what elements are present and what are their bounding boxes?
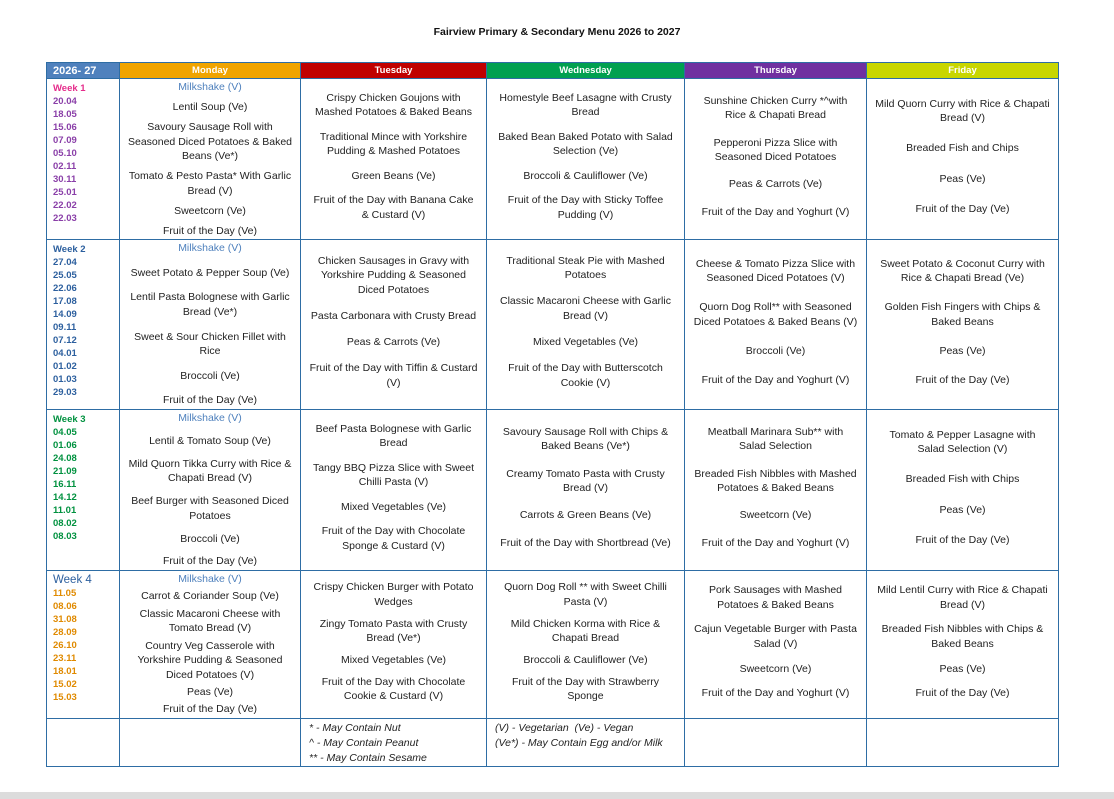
menu-item: Broccoli & Cauliflower (Ve) — [523, 653, 648, 666]
header-monday: Monday — [120, 63, 301, 79]
menu-item: Savoury Sausage Roll with Seasoned Diced Potatoes & Baked Beans (Ve*) — [127, 121, 293, 162]
menu-item: Fruit of the Day (Ve) — [163, 703, 257, 716]
milkshake-item: Milkshake (V) — [178, 573, 242, 585]
week-start-date: 27.04 — [53, 257, 77, 268]
menu-item: Fruit of the Day and Yoghurt (V) — [701, 373, 850, 386]
menu-item: Fruit of the Day (Ve) — [915, 533, 1010, 546]
menu-item: Crispy Chicken Goujons with Mashed Potatoes & Baked Beans — [314, 91, 473, 119]
menu-table — [46, 62, 1059, 767]
menu-cell-tuesday — [301, 79, 487, 240]
menu-item: Beef Burger with Seasoned Diced Potatoes — [131, 495, 289, 522]
diet-note: (Ve*) - May Contain Egg and/or Milk — [495, 737, 663, 749]
footnote-empty-cell — [120, 719, 301, 767]
menu-item: Peas & Carrots (Ve) — [346, 336, 441, 349]
footnote-row — [47, 719, 1059, 767]
week-start-date: 18.01 — [53, 666, 77, 677]
menu-item: Fruit of the Day (Ve) — [163, 224, 257, 237]
week-start-date: 08.06 — [53, 601, 77, 612]
week-start-date: 07.09 — [53, 135, 77, 146]
week-start-date: 04.01 — [53, 348, 77, 359]
week-label: Week 3 — [53, 414, 86, 425]
menu-item: Fruit of the Day with Tiffin & Custard (V) — [309, 362, 478, 389]
milkshake-item: Milkshake (V) — [178, 81, 242, 93]
menu-item: Creamy Tomato Pasta with Crusty Bread (V) — [506, 467, 665, 495]
menu-item: Fruit of the Day with Butterscotch Cookie (V) — [508, 362, 663, 389]
week-start-date: 22.02 — [53, 200, 77, 211]
week-label: Week 4 — [53, 574, 92, 586]
allergen-note: * - May Contain Nut — [309, 722, 401, 734]
menu-item: Mixed Vegetables (Ve) — [340, 653, 447, 666]
week-start-date: 01.02 — [53, 361, 77, 372]
menu-item: Sweetcorn (Ve) — [739, 662, 812, 675]
menu-item: Peas (Ve) — [939, 503, 986, 516]
week-start-date: 21.09 — [53, 466, 77, 477]
week-start-date: 02.11 — [53, 161, 77, 172]
menu-item: Sweet & Sour Chicken Fillet with Rice — [134, 330, 286, 358]
week-start-date: 15.02 — [53, 679, 77, 690]
menu-item: Cheese & Tomato Pizza Slice with Seasoned Diced Potatoes (V) — [695, 257, 856, 285]
week-start-date: 07.12 — [53, 335, 77, 346]
week-start-date: 08.02 — [53, 518, 77, 529]
menu-cell-monday — [120, 571, 301, 719]
menu-cell-monday — [120, 410, 301, 571]
week-start-date: 08.03 — [53, 531, 77, 542]
footnote-empty-cell — [867, 719, 1059, 767]
menu-item: Fruit of the Day (Ve) — [915, 687, 1010, 700]
menu-item: Peas (Ve) — [939, 172, 986, 185]
header-friday: Friday — [867, 63, 1059, 79]
menu-item: Broccoli & Cauliflower (Ve) — [523, 169, 648, 182]
page-title: Fairview Primary & Secondary Menu 2026 to 2027 — [433, 26, 681, 38]
week-start-date: 15.03 — [53, 692, 77, 703]
menu-cell-wednesday — [487, 240, 685, 410]
week-row — [47, 240, 1059, 410]
menu-item: Traditional Mince with Yorkshire Pudding & Mashed Potatoes — [319, 130, 468, 158]
menu-item: Fruit of the Day and Yoghurt (V) — [701, 205, 850, 218]
menu-item: Fruit of the Day (Ve) — [915, 202, 1010, 215]
menu-item: Broccoli (Ve) — [180, 369, 240, 382]
menu-item: Sweetcorn (Ve) — [739, 509, 812, 522]
header-row — [47, 63, 1059, 79]
header-thursday: Thursday — [685, 63, 867, 79]
menu-item: Traditional Steak Pie with Mashed Potatoes — [506, 254, 665, 282]
week-label: Week 1 — [53, 83, 86, 94]
year-header: 2026- 27 — [47, 63, 120, 79]
menu-item: Tomato & Pesto Pasta* With Garlic Bread (V) — [128, 170, 292, 197]
menu-cell-tuesday — [301, 410, 487, 571]
week-start-date: 11.05 — [53, 588, 77, 599]
menu-item: Broccoli (Ve) — [180, 532, 240, 545]
menu-item: Classic Macaroni Cheese with Garlic Bread (V) — [500, 295, 671, 322]
menu-item: Fruit of the Day and Yoghurt (V) — [701, 536, 850, 549]
week-start-date: 01.03 — [53, 374, 77, 385]
week-start-date: 16.11 — [53, 479, 77, 490]
menu-item: Baked Bean Baked Potato with Salad Selection (Ve) — [498, 130, 673, 158]
menu-cell-wednesday — [487, 410, 685, 571]
menu-item: Breaded Fish Nibbles with Mashed Potatoes & Baked Beans — [694, 467, 857, 495]
menu-item: Pepperoni Pizza Slice with Seasoned Diced Potatoes — [713, 136, 838, 164]
menu-item: Golden Fish Fingers with Chips & Baked Beans — [884, 301, 1041, 328]
week-start-date: 11.01 — [53, 505, 77, 516]
menu-item: Tomato & Pepper Lasagne with Salad Selection (V) — [889, 428, 1036, 456]
week-start-date: 01.06 — [53, 440, 77, 451]
week-start-date: 30.11 — [53, 174, 77, 185]
menu-cell-thursday — [685, 410, 867, 571]
menu-item: Fruit of the Day with Shortbread (Ve) — [500, 536, 671, 549]
menu-item: Crispy Chicken Burger with Potato Wedges — [313, 581, 474, 608]
week-start-date: 29.03 — [53, 387, 77, 398]
week-start-date: 25.01 — [53, 187, 77, 198]
menu-cell-friday — [867, 571, 1059, 719]
menu-item: Fruit of the Day with Chocolate Cookie & Custard (V) — [321, 675, 466, 703]
week-start-date: 14.09 — [53, 309, 77, 320]
menu-item: Fruit of the Day with Sticky Toffee Pudding (V) — [507, 194, 664, 221]
week-label-cell — [47, 571, 120, 719]
menu-item: Classic Macaroni Cheese with Tomato Bread (V) — [139, 607, 281, 635]
menu-item: Mild Chicken Korma with Rice & Chapati Bread — [510, 617, 661, 645]
milkshake-item: Milkshake (V) — [178, 412, 242, 424]
menu-item: Beef Pasta Bolognese with Garlic Bread — [315, 422, 472, 450]
menu-item: Chicken Sausages in Gravy with Yorkshire Pudding & Seasoned Diced Potatoes — [317, 254, 470, 296]
menu-item: Fruit of the Day and Yoghurt (V) — [701, 687, 850, 700]
menu-item: Peas (Ve) — [939, 662, 986, 675]
menu-item: Breaded Fish and Chips — [906, 142, 1019, 155]
week-row — [47, 79, 1059, 240]
menu-item: Mild Quorn Curry with Rice & Chapati Bread (V) — [875, 97, 1050, 125]
menu-item: Zingy Tomato Pasta with Crusty Bread (Ve*) — [319, 617, 468, 645]
menu-item: Carrots & Green Beans (Ve) — [519, 509, 652, 522]
week-label-cell — [47, 79, 120, 240]
menu-cell-friday — [867, 79, 1059, 240]
week-start-date: 05.10 — [53, 148, 77, 159]
menu-item: Pork Sausages with Mashed Potatoes & Baked Beans — [708, 584, 843, 611]
menu-item: Lentil Soup (Ve) — [172, 101, 248, 113]
week-row — [47, 410, 1059, 571]
menu-item: Mild Quorn Tikka Curry with Rice & Chapati Bread (V) — [128, 457, 292, 485]
menu-item: Pasta Carbonara with Crusty Bread — [310, 309, 477, 322]
menu-item: Sweetcorn (Ve) — [174, 204, 246, 217]
week-start-date: 09.11 — [53, 322, 77, 333]
menu-item: Fruit of the Day with Chocolate Sponge & Custard (V) — [321, 525, 466, 552]
week-label-cell — [47, 410, 120, 571]
menu-cell-tuesday — [301, 571, 487, 719]
menu-item: Fruit of the Day (Ve) — [163, 394, 257, 407]
footnote-empty-cell — [685, 719, 867, 767]
menu-cell-thursday — [685, 79, 867, 240]
week-start-date: 14.12 — [53, 492, 77, 503]
menu-item: Peas & Carrots (Ve) — [728, 178, 823, 191]
menu-item: Quorn Dog Roll** with Seasoned Diced Potatoes & Baked Beans (V) — [693, 301, 858, 328]
week-label: Week 2 — [53, 244, 86, 255]
week-start-date: 04.05 — [53, 427, 77, 438]
menu-item: Peas (Ve) — [186, 686, 234, 699]
menu-item: Homestyle Beef Lasagne with Crusty Bread — [499, 91, 672, 119]
allergen-notes — [301, 719, 487, 767]
week-start-date: 23.11 — [53, 653, 77, 664]
menu-item: Carrot & Coriander Soup (Ve) — [141, 590, 279, 603]
menu-cell-thursday — [685, 571, 867, 719]
week-start-date: 22.03 — [53, 213, 77, 224]
menu-item: Lentil & Tomato Soup (Ve) — [149, 434, 271, 447]
menu-cell-friday — [867, 240, 1059, 410]
week-start-date: 28.09 — [53, 627, 77, 638]
menu-item: Tangy BBQ Pizza Slice with Sweet Chilli Pasta (V) — [312, 461, 475, 489]
milkshake-item: Milkshake (V) — [178, 242, 242, 254]
menu-item: Breaded Fish Nibbles with Chips & Baked Beans — [881, 623, 1044, 650]
allergen-note: ** - May Contain Sesame — [309, 752, 427, 764]
menu-item: Mixed Vegetables (Ve) — [532, 336, 639, 349]
menu-cell-monday — [120, 240, 301, 410]
week-start-date: 31.08 — [53, 614, 77, 625]
menu-item: Mixed Vegetables (Ve) — [340, 500, 447, 513]
bottom-scrollbar[interactable] — [0, 792, 1114, 799]
allergen-note: ^ - May Contain Peanut — [309, 737, 419, 749]
header-tuesday: Tuesday — [301, 63, 487, 79]
diet-notes — [487, 719, 685, 767]
menu-item: Quorn Dog Roll ** with Sweet Chilli Pasta (V) — [504, 581, 667, 608]
menu-item: Broccoli (Ve) — [745, 344, 806, 357]
menu-cell-thursday — [685, 240, 867, 410]
week-start-date: 26.10 — [53, 640, 77, 651]
menu-item: Breaded Fish with Chips — [905, 473, 1020, 486]
week-start-date: 24.08 — [53, 453, 77, 464]
menu-item: Fruit of the Day with Strawberry Sponge — [511, 675, 660, 703]
menu-item: Fruit of the Day (Ve) — [163, 555, 257, 568]
week-start-date: 25.05 — [53, 270, 77, 281]
menu-item: Cajun Vegetable Burger with Pasta Salad (V) — [694, 623, 857, 650]
menu-item: Sweet Potato & Coconut Curry with Rice & Chapati Bread (Ve) — [880, 257, 1045, 285]
menu-cell-monday — [120, 79, 301, 240]
menu-cell-wednesday — [487, 571, 685, 719]
menu-item: Meatball Marinara Sub** with Salad Selection — [707, 425, 844, 453]
week-row — [47, 571, 1059, 719]
menu-cell-wednesday — [487, 79, 685, 240]
menu-cell-friday — [867, 410, 1059, 571]
week-start-date: 15.06 — [53, 122, 77, 133]
menu-item: Sunshine Chicken Curry *^with Rice & Chapati Bread — [703, 94, 848, 122]
menu-item: Mild Lentil Curry with Rice & Chapati Bread (V) — [877, 584, 1048, 611]
menu-item: Fruit of the Day (Ve) — [915, 373, 1010, 386]
menu-item: Green Beans (Ve) — [351, 169, 436, 182]
week-start-date: 18.05 — [53, 109, 77, 120]
menu-item: Sweet Potato & Pepper Soup (Ve) — [130, 266, 290, 279]
footnote-empty-cell — [47, 719, 120, 767]
menu-item: Peas (Ve) — [939, 344, 986, 357]
menu-item: Country Veg Casserole with Yorkshire Pudding & Seasoned Diced Potatoes (V) — [137, 639, 283, 681]
diet-note: (V) - Vegetarian (Ve) - Vegan — [495, 722, 634, 734]
week-start-date: 22.06 — [53, 283, 77, 294]
menu-item: Lentil Pasta Bolognese with Garlic Bread (Ve*) — [130, 291, 290, 318]
week-start-date: 20.04 — [53, 96, 77, 107]
header-wednesday: Wednesday — [487, 63, 685, 79]
week-label-cell — [47, 240, 120, 410]
menu-item: Fruit of the Day with Banana Cake & Custard (V) — [313, 194, 474, 221]
menu-item: Savoury Sausage Roll with Chips & Baked Beans (Ve*) — [502, 425, 669, 453]
menu-cell-tuesday — [301, 240, 487, 410]
week-start-date: 17.08 — [53, 296, 77, 307]
